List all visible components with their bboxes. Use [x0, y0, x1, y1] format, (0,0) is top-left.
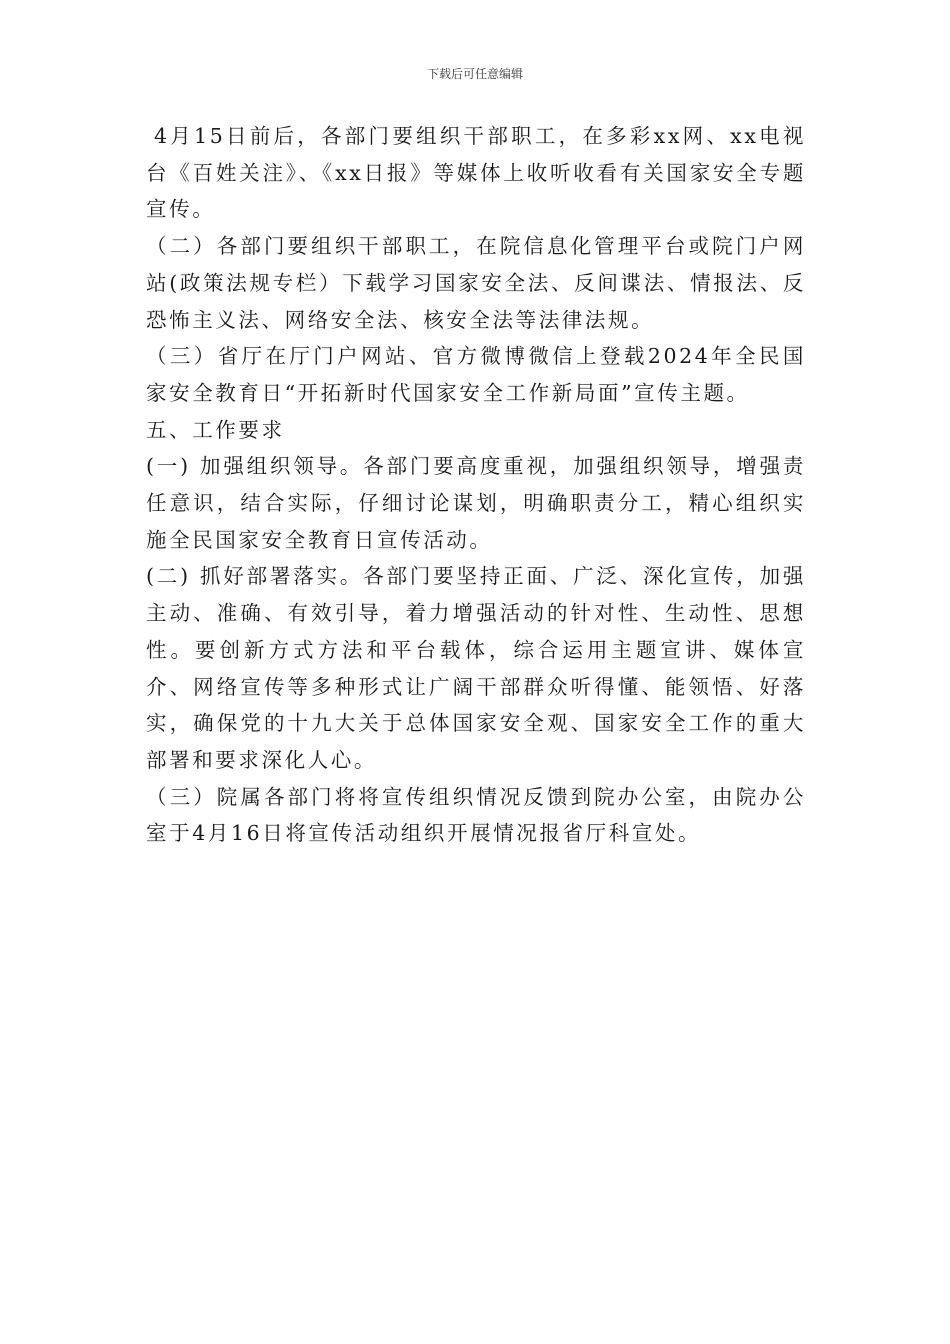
paragraph-req-3-feedback: （三）院属各部门将将宣传组织情况反馈到院办公室，由院办公室于4月16日将宣传活动组织开展情况报省厅科宣处。 — [146, 784, 806, 846]
section-heading-work-requirements: 五、工作要求 — [146, 417, 285, 442]
paragraph-item-2-download-laws: （二）各部门要组织干部职工，在院信息化管理平台或院门户网站(政策法规专栏）下载学习国家安全法、反间谍法、情报法、反恐怖主义法、网络安全法、核安全法等法律法规。 — [146, 234, 806, 332]
document-body — [146, 118, 806, 852]
paragraph-item-3-province-publish: （三）省厅在厅门户网站、官方微博微信上登载2024年全民国家安全教育日“开拓新时代国家安全工作新局面”宣传主题。 — [146, 344, 806, 405]
paragraph-media-broadcast: 4月15日前后，各部门要组织干部职工，在多彩xx网、xx电视台《百姓关注》、《xx日报》等媒体上收听收看有关国家安全专题宣传。 — [146, 124, 806, 222]
page-header-note: 下载后可任意编辑 — [426, 67, 523, 81]
paragraph-req-1-leadership: (一) 加强组织领导。各部门要高度重视，加强组织领导，增强责任意识，结合实际，仔细讨论谋划，明确职责分工，精心组织实施全民国家安全教育日宣传活动。 — [146, 454, 806, 552]
paragraph-req-2-implementation: (二) 抓好部署落实。各部门要坚持正面、广泛、深化宣传，加强主动、准确、有效引导，着力增强活动的针对性、生动性、思想性。要创新方式方法和平台载体，综合运用主题宣讲、媒体宣介、网络宣传等多种形式让广阔干部群众听得懂、能领悟、好落实，确保党的十九大关于总体国家安全观、国家安全工作的重大部署和要求深化人心。 — [146, 564, 806, 772]
